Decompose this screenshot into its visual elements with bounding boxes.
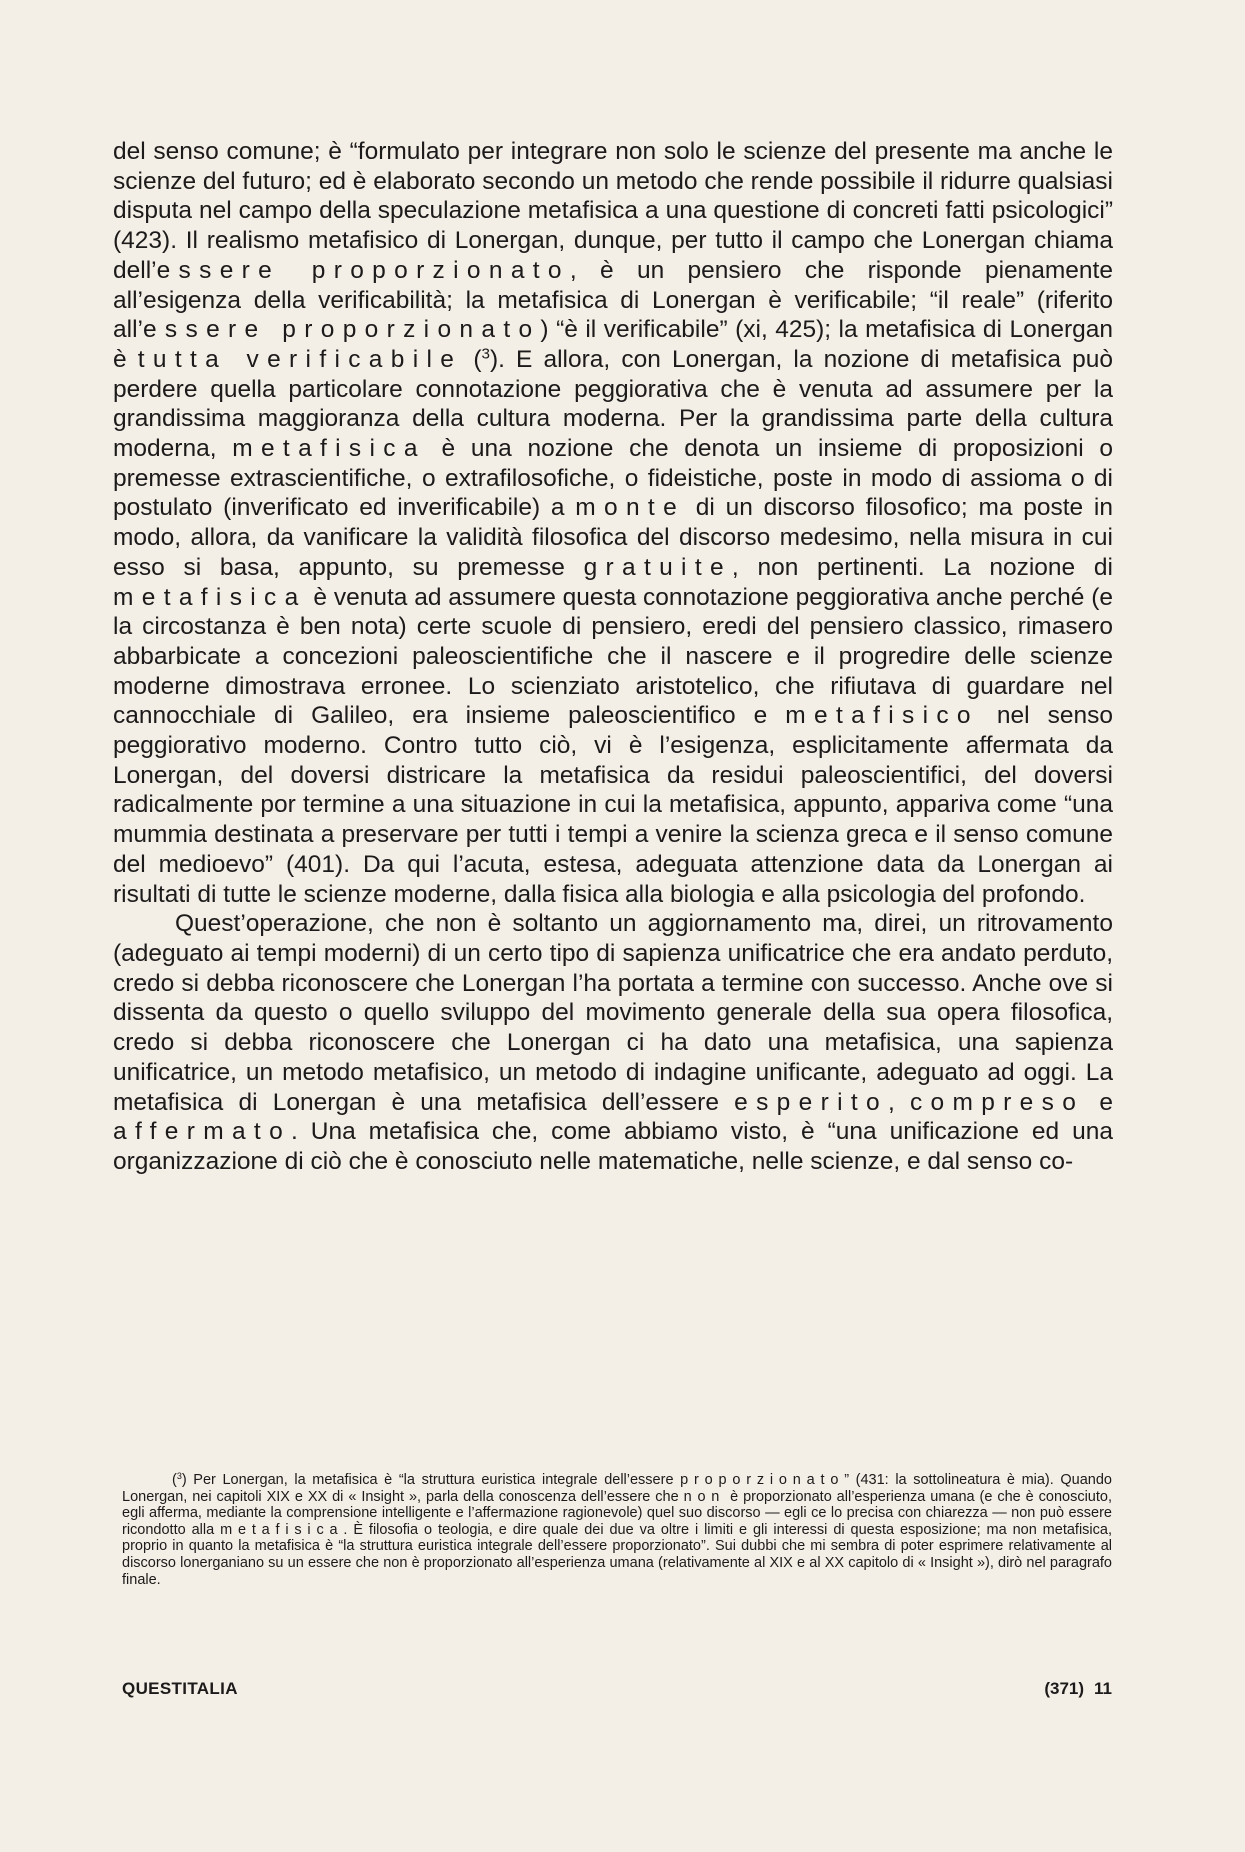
footnote-ref: 3: [176, 1471, 182, 1482]
emphasis-spaced: esperito: [734, 1088, 888, 1116]
emphasis-spaced: affermato: [113, 1118, 292, 1146]
emphasis-spaced: compreso: [909, 1088, 1085, 1116]
paragraph-2: [113, 909, 1113, 1176]
text-run: ) Per Lonergan, la metafisica è “la struttura euristica integrale dell’essere: [181, 1472, 681, 1488]
emphasis-spaced: essere proporzionato: [142, 316, 541, 344]
text-run: del senso comune; è “formulato per integrare non solo le scienze del presente ma anche le scienze del futuro; ed è elaborato secondo un metodo che rende possibile il ridurre qualsiasi disputa nel campo della speculazione metafisica a una questione di concreti fatti psicologici” (423). Il realismo metafisico di Lonergan, dunque, per tutto il campo che Lonergan chiama dell’: [113, 138, 1113, 284]
text-run: , è un pensiero che risponde pienamente all’esigenza della verificabilità; la metafisica di Lonergan è verificabile; “il reale” (riferito all’: [113, 256, 1113, 344]
text-run: e: [1084, 1088, 1113, 1116]
main-text: [113, 137, 1113, 1177]
footnote-ref: 3: [481, 345, 490, 363]
text-run: . Una metafisica che, come abbiamo visto, è “una unificazione ed una organizzazione di ciò che è conosciuto nelle matematiche, nelle scienze, e dal senso co-: [113, 1118, 1113, 1175]
paragraph-1: [113, 137, 1113, 909]
text-run: (: [172, 1472, 177, 1488]
text-run: ” (431: la sottolineatura è mia). Quando Lonergan, nei capitoli XIX e XX di « Insight », parla della conoscenza dell’essere che: [122, 1472, 1112, 1505]
emphasis-spaced: non: [683, 1488, 726, 1505]
text-run: è proporzionato all’esperienza umana (e che è conosciuto, egli afferma, mediante la comprensione intelligente e l’affermazione ragionevole) quel suo discorso — egli ce lo precisa con chiarezza — non può essere ricondotto alla: [122, 1488, 1112, 1538]
text-run: di un discorso filosofico; ma poste in modo, allora, da vanificare la validità filosofica del discorso medesimo, nella misura in cui esso si basa, appunto, su premesse: [113, 494, 1113, 581]
page-number: 11: [1094, 1679, 1112, 1698]
text-run: ). E allora, con Lonergan, la nozione di metafisica può perdere quella particolare connotazione peggiorativa che è venuta ad assumere per la grandissima maggioranza della cultura moderna. Per la grandissima parte della cultura moderna,: [113, 345, 1113, 463]
footnote-3: [122, 1472, 1112, 1588]
emphasis-spaced: essere proporzionato: [156, 256, 570, 284]
emphasis-spaced: metafisica: [220, 1521, 344, 1538]
footnotes: [122, 1472, 1112, 1588]
emphasis-spaced: metafisica: [113, 583, 307, 611]
emphasis-spaced: metafisico: [785, 702, 979, 730]
text-run: è venuta ad assumere questa connotazione peggiorativa anche perché (e la circostanza è ben nota) certe scuole di pensiero, eredi del pensiero classico, rimasero abbarbicate a concezioni paleoscientifiche che il nascere e il progredire delle scienze moderne dimostrava erronee. Lo scienziato aristotelico, che rifiutava di guardare nel cannocchiale di Galileo, era insieme paleoscientifico e: [113, 583, 1113, 730]
text-run: . È filosofia o teologia, e dire quale dei due va oltre i limiti e gli interessi di questa esposizione; ma non metafisica, proprio in quanto la metafisica è “la struttura euristica integrale dell’essere proporzionato”. Sui dubbi che mi sembra di poter esprimere relativamente al discorso lonerganiano su un essere che non è proporzionato all’esperienza umana (relativamente al XIX e al XX capitolo di « Insight »), dirò nel paragrafo finale.: [122, 1521, 1112, 1588]
text-run: nel senso peggiorativo moderno. Contro tutto ciò, vi è l’esigenza, esplicitamente affermata da Lonergan, del doversi districare la metafisica da residui paleoscientifici, del doversi radicalmente por termine a una situazione in cui la metafisica, appunto, appariva come “una mummia destinata a preservare per tutti i tempi a venire la scienza greca e il senso comune del medioevo” (401). Da qui l’acuta, estesa, adeguata attenzione data da Lonergan ai risultati di tutte le scienze moderne, dalla fisica alla biologia e alla psicologia del profondo.: [113, 702, 1114, 908]
emphasis-spaced: tutta verificabile: [137, 345, 463, 373]
text-run: ) “è il verificabile” (xi, 425); la metafisica di Lonergan è: [113, 316, 1113, 373]
emphasis-spaced: gratuite: [583, 553, 732, 581]
page-reference: [1044, 1679, 1112, 1699]
text-run: (: [462, 345, 482, 373]
emphasis-spaced: monte: [575, 494, 686, 522]
emphasis-spaced: metafisica: [232, 435, 426, 463]
text-run: Quest’operazione, che non è soltanto un aggiornamento ma, direi, un ritrovamento (adeguato ai tempi moderni) di un certo tipo di sapienza unificatrice che era andato perduto, credo si debba riconoscere che Lonergan l’ha portata a termine con successo. Anche ove si dissenta da questo o quello sviluppo del movimento generale della sua opera filosofica, credo si debba riconoscere che Lonergan ci ha dato una metafisica, una sapienza unificatrice, un metodo metafisico, un metodo di indagine unificante, adeguato ad oggi. La metafisica di Lonergan è una metafisica dell’essere: [113, 910, 1113, 1116]
text-run: ,: [887, 1088, 910, 1116]
page-ref: (371): [1044, 1679, 1085, 1698]
emphasis-spaced: proporzionato: [680, 1472, 845, 1488]
journal-name: QUESTITALIA: [122, 1679, 238, 1698]
text-run: , non pertinenti. La nozione di: [731, 553, 1113, 581]
text-run: è una nozione che denota un insieme di proposizioni o premesse extrascientifiche, o extrafilosofiche, o fideistiche, poste in modo di assioma o di postulato (inverificato ed inverificabile) a: [113, 435, 1113, 522]
